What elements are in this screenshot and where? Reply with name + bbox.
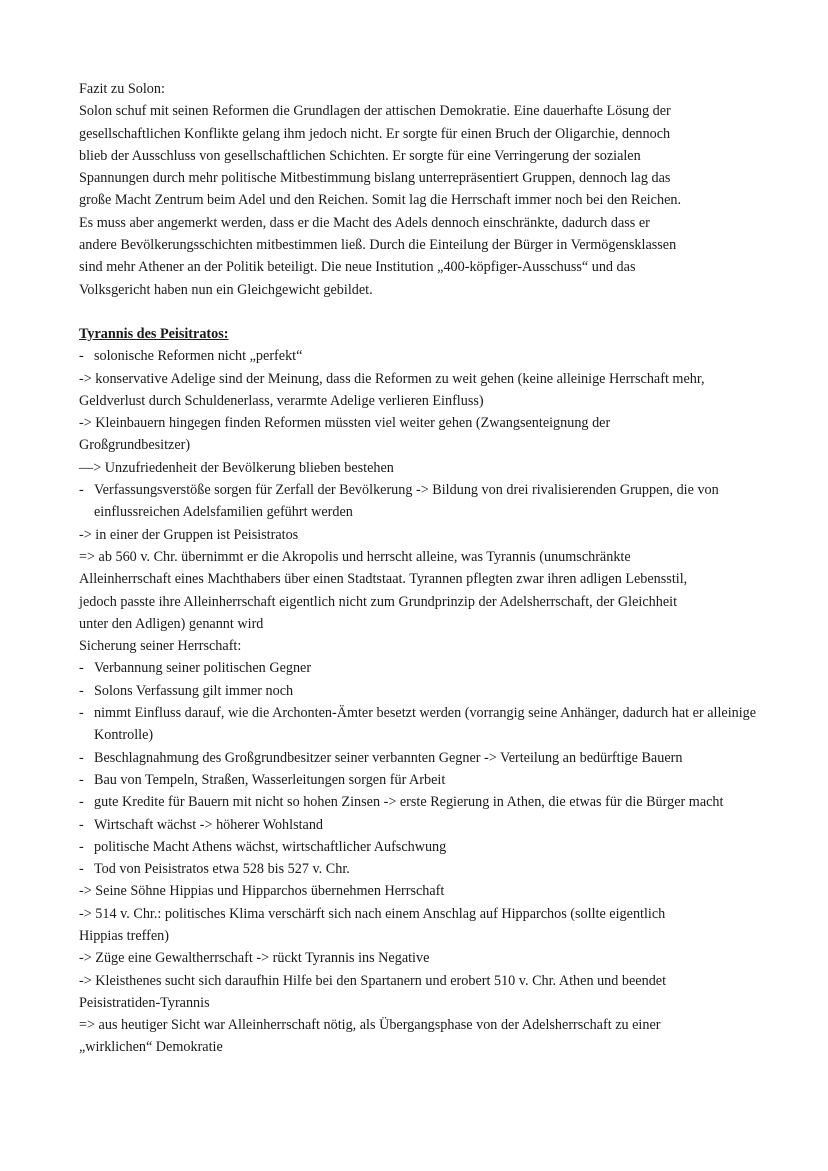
tyrannis-section xyxy=(79,345,759,1059)
text-line: -> konservative Adelige sind der Meinung, dass die Reformen zu weit gehen (keine alleinige Herrschaft mehr, xyxy=(79,370,705,387)
fazit-paragraph xyxy=(79,100,759,301)
text-line: -> Seine Söhne Hippias und Hipparchos übernehmen Herrschaft xyxy=(79,883,445,900)
text-line: unter den Adligen) genannt wird xyxy=(79,615,264,632)
fazit-line: Volksgericht haben nun ein Gleichgewicht gebildet. xyxy=(79,281,373,298)
text-line: Peisistratiden-Tyrannis xyxy=(79,994,210,1011)
text-line: => aus heutiger Sicht war Alleinherrschaft nötig, als Übergangsphase von der Adelsherrschaft zu einer xyxy=(79,1017,661,1034)
text-line: „wirklichen“ Demokratie xyxy=(79,1039,223,1056)
bullet-item: - Beschlagnahmung des Großgrundbesitzer seiner verbannten Gegner -> Verteilung an bedürftige Bauern xyxy=(79,747,759,769)
text-line: -> 514 v. Chr.: politisches Klima verschärft sich nach einem Anschlag auf Hipparchos (sollte eigentlich xyxy=(79,905,666,922)
bullet-item: - Verbannung seiner politischen Gegner xyxy=(79,657,759,679)
text-line: Geldverlust durch Schuldenerlass, verarmte Adelige verlieren Einfluss) xyxy=(79,392,484,409)
text-line: Sicherung seiner Herrschaft: xyxy=(79,638,242,655)
text-line: -> in einer der Gruppen ist Peisistratos xyxy=(79,526,299,543)
bullet-item: - Wirtschaft wächst -> höherer Wohlstand xyxy=(79,814,759,836)
fazit-line: sind mehr Athener an der Politik beteiligt. Die neue Institution „400-köpfiger-Ausschuss“ und das xyxy=(79,259,636,276)
bullet-item: - Tod von Peisistratos etwa 528 bis 527 v. Chr. xyxy=(79,858,759,880)
fazit-line: gesellschaftlichen Konflikte gelang ihm jedoch nicht. Er sorgte für einen Bruch der Oligarchie, dennoch xyxy=(79,125,671,142)
text-line: => ab 560 v. Chr. übernimmt er die Akropolis und herrscht alleine, was Tyrannis (unumschränkte xyxy=(79,548,631,565)
bullet-item: - nimmt Einfluss darauf, wie die Archonten-Ämter besetzt werden (vorrangig seine Anhänger, dadurch hat er alleinige Kontrolle) xyxy=(79,702,759,747)
text-line: jedoch passte ihre Alleinherrschaft eigentlich nicht zum Grundprinzip der Adelsherrschaft, der Gleichheit xyxy=(79,593,678,610)
bullet-item: - solonische Reformen nicht „perfekt“ xyxy=(79,345,759,367)
text-line: -> Kleinbauern hingegen finden Reformen müssten viel weiter gehen (Zwangsenteignung der xyxy=(79,415,611,432)
text-line: Hippias treffen) xyxy=(79,927,169,944)
fazit-line: Solon schuf mit seinen Reformen die Grundlagen der attischen Demokratie. Eine dauerhafte Lösung der xyxy=(79,103,671,120)
bullet-item: - Solons Verfassung gilt immer noch xyxy=(79,680,759,702)
bullet-item: - Verfassungsverstöße sorgen für Zerfall der Bevölkerung -> Bildung von drei rivalisierenden Gruppen, die von einflussreichen Adelsfamilien geführt werden xyxy=(79,479,759,524)
bullet-item: - Bau von Tempeln, Straßen, Wasserleitungen sorgen für Arbeit xyxy=(79,769,759,791)
text-line: -> Kleisthenes sucht sich daraufhin Hilfe bei den Spartanern und erobert 510 v. Chr. Athen und beendet xyxy=(79,972,667,989)
text-line: Alleinherrschaft eines Machthabers über einen Stadtstaat. Tyrannen pflegten zwar ihren adligen Lebensstil, xyxy=(79,571,688,588)
document-content xyxy=(79,78,759,1059)
tyrannis-heading: Tyrannis des Peisitratos: xyxy=(79,325,229,342)
bullet-item: - gute Kredite für Bauern mit nicht so hohen Zinsen -> erste Regierung in Athen, die etwas für die Bürger macht xyxy=(79,791,759,813)
text-line: Großgrundbesitzer) xyxy=(79,437,191,454)
fazit-line: große Macht Zentrum beim Adel und den Reichen. Somit lag die Herrschaft immer noch bei den Reichen. xyxy=(79,192,682,209)
fazit-line: Es muss aber angemerkt werden, dass er die Macht des Adels dennoch einschränkte, dadurch dass er xyxy=(79,214,650,231)
fazit-line: blieb der Ausschluss von gesellschaftlichen Schichten. Er sorgte für eine Verringerung der sozialen xyxy=(79,147,641,164)
fazit-line: andere Bevölkerungsschichten mitbestimmen ließ. Durch die Einteilung der Bürger in Vermögensklassen xyxy=(79,237,677,254)
text-line: —> Unzufriedenheit der Bevölkerung blieben bestehen xyxy=(79,459,394,476)
bullet-item: - politische Macht Athens wächst, wirtschaftlicher Aufschwung xyxy=(79,836,759,858)
text-line: -> Züge eine Gewaltherrschaft -> rückt Tyrannis ins Negative xyxy=(79,950,430,967)
fazit-line: Spannungen durch mehr politische Mitbestimmung bislang unterrepräsentiert Gruppen, dennoch lag das xyxy=(79,170,671,187)
fazit-title: Fazit zu Solon: xyxy=(79,81,165,97)
